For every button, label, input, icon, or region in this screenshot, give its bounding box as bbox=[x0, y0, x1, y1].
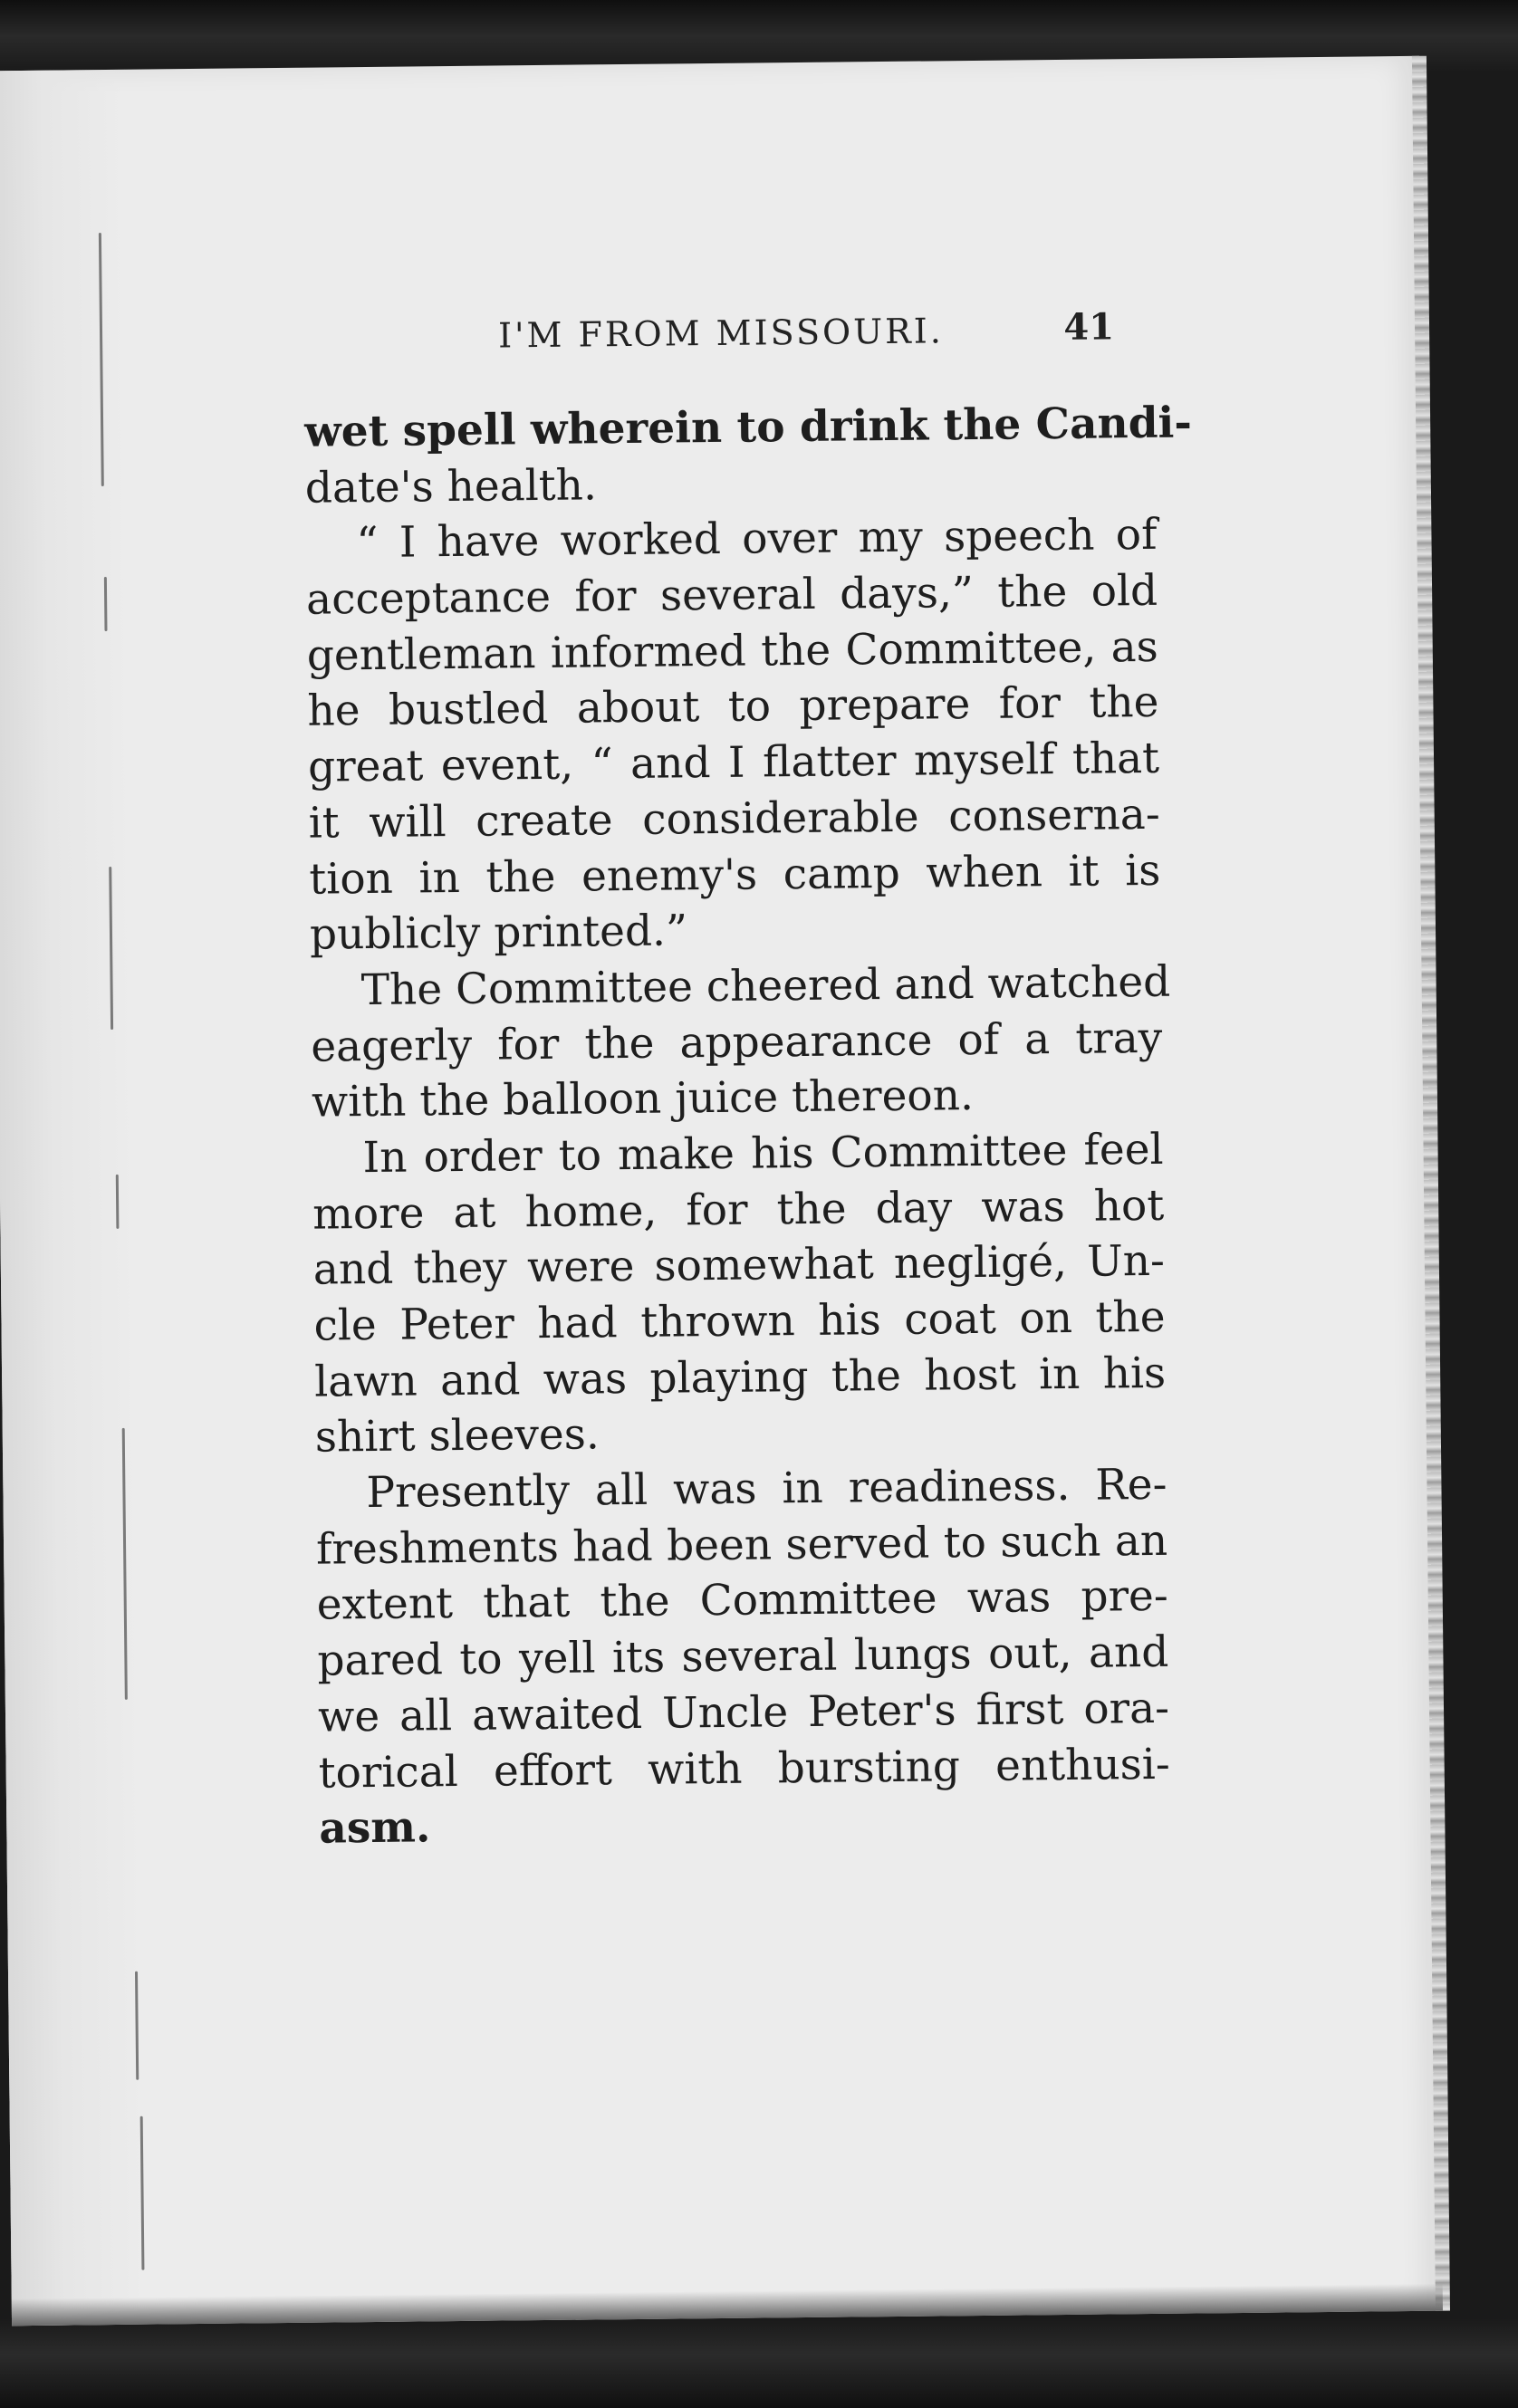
text-line: torical effort with bursting enthusi- bbox=[318, 1739, 1170, 1799]
text-line: date's health. bbox=[304, 460, 598, 513]
text-line: he bustled about to prepare for the bbox=[307, 677, 1159, 737]
book-page bbox=[0, 56, 1443, 2326]
text-line: The Committee cheered and watched bbox=[360, 956, 1171, 1015]
text-line: with the balloon juice thereon. bbox=[311, 1070, 975, 1127]
text-line: pared to yell its several lungs out, and bbox=[317, 1626, 1169, 1686]
page-number: 41 bbox=[1063, 305, 1115, 349]
text-line: and they were somewhat negligé, Un- bbox=[312, 1236, 1166, 1295]
text-line: cle Peter had thrown his coat on the bbox=[313, 1291, 1166, 1351]
text-line: more at home, for the day was hot bbox=[312, 1180, 1165, 1240]
text-line: In order to make his Committee feel bbox=[362, 1124, 1164, 1184]
binding-mark bbox=[104, 577, 108, 631]
text-line: eagerly for the appearance of a tray bbox=[311, 1012, 1163, 1072]
text-line: extent that the Committee was pre- bbox=[316, 1571, 1169, 1631]
text-line: gentleman informed the Committee, as bbox=[306, 621, 1159, 681]
body-text bbox=[303, 396, 1193, 1857]
text-line: Presently all was in readiness. Re- bbox=[366, 1459, 1167, 1519]
text-line: acceptance for several days,” the old bbox=[305, 565, 1158, 625]
text-line: wet spell wherein to drink the Candi- bbox=[303, 398, 1193, 457]
running-head bbox=[308, 302, 1142, 365]
binding-mark bbox=[116, 1175, 120, 1229]
text-line: shirt sleeves. bbox=[314, 1409, 600, 1463]
text-line: asm. bbox=[319, 1802, 431, 1854]
text-line: publicly printed.” bbox=[309, 906, 688, 960]
text-line: we all awaited Uncle Peter's first ora- bbox=[317, 1683, 1170, 1742]
text-line: freshments had been served to such an bbox=[315, 1515, 1168, 1575]
text-line: “ I have worked over my speech of bbox=[356, 510, 1158, 569]
running-title: I'M FROM MISSOURI. bbox=[497, 311, 945, 356]
text-line: it will create considerable conserna- bbox=[308, 789, 1160, 849]
text-line: tion in the enemy's camp when it is bbox=[309, 845, 1161, 905]
text-line: great event, “ and I flatter myself that bbox=[307, 733, 1160, 792]
text-line: lawn and was playing the host in his bbox=[313, 1348, 1167, 1407]
page-gutter-shadow bbox=[0, 70, 148, 2326]
